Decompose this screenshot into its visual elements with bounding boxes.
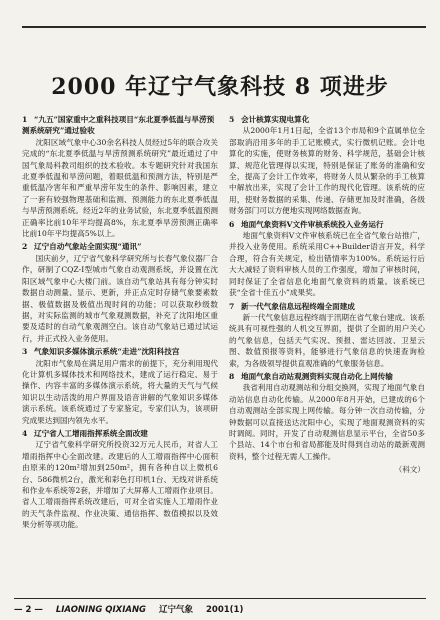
section-number: 2 (22, 242, 28, 252)
journal-name-en: LIAONING QIXIANG (55, 605, 147, 615)
top-rule (22, 26, 426, 28)
section-heading-text: 会计核算实现电算化 (241, 115, 310, 124)
section-heading-text: “九五”国家重中之重科技项目“东北夏季低温与旱涝预测系统研究”通过验收 (22, 115, 215, 136)
page-footer (14, 603, 426, 615)
section-heading (229, 114, 425, 125)
issue-number: 2001(1) (206, 605, 244, 615)
section-number: 6 (229, 219, 235, 229)
article-title: 2000 年辽宁气象科技 8 项进步 (51, 74, 389, 100)
left-column (22, 112, 218, 531)
paragraph: 新一代气象信息远程终端于汛期在省气象台建成。该系统具有可视性强的人机交互界面，提供了全面的用户关心的气象信息，包括天气实况、预报、雷达回波、卫星云图、数值预报等资料，能够进行气象信息的快速查询检索，为各级领导提供直观准确的气象服务信息。 (229, 312, 425, 368)
section-heading-text: 新一代气象信息远程终端全面建成 (241, 301, 355, 311)
paragraph: 沈阳市气象局在满足用户需求的前提下，充分利用现代化计算机多媒体技术和网络技术，建成了运行稳定、易于操作、内容丰富的多媒体演示系统，将大量的天气与气候知识以生动活泼的用户界面及语音讲解的气象知识多媒体演示系统。该系统通过了专家鉴定，专家们认为，该项研究成果达到国内领先水平。 (22, 358, 218, 425)
paragraph: 沈阳区域气象中心30余名科技人员经过5年的联合攻关完成的“东北夏季低温与旱涝预测系统研究”最近通过了中国气象局科教司组织的技术验收。本专题研究针对我国东北夏季低温和旱涝问题，着眼低温和预测方法，特别是严重低温冷害年和严重旱涝年发生的条件、影响因素，建立了一套有较强物理基础和监测、预测能力的东北夏季低温与旱涝预测系统。经近2年的业务试验，东北夏季低温预测正确率比前10年平均提高8%，东北夏季旱涝预测正确率比前10年平均提高5%以上。 (22, 137, 218, 239)
author-signature: （科文） (394, 465, 425, 475)
paragraph: 国庆前夕，辽宁省气象科学研究所与长春气象仪器厂合作，研制了CQZ-I型城市气象自动观测系统，并设置在沈阳区域气象中心大楼门前。该自动气象站具有每分钟实时数据自动测量、显示、更新，并正点定时存储气象要素数据、极值数据及极值出现时间的功能；可以获取秒级数据，对实际监测的城市气象观测数据，补充了沈阳地区重要及适时的自动气象观测空白。该自动气象站已通过试运行，并正式投入业务使用。 (22, 253, 218, 343)
section-number: 1 (22, 115, 28, 124)
section-heading-text: 地面气象资料V文件审核系统投入业务运行 (241, 219, 384, 229)
section-heading-text: 气象知识多媒体演示系统“走进”沈阳科技宫 (34, 347, 180, 357)
right-column (229, 112, 425, 476)
section-number: 7 (229, 301, 235, 311)
section-heading (22, 428, 218, 439)
paragraph: 辽宁省气象科学研究所投资32万元人民币，对省人工增雨指挥中心全面改建。改建后的人工增雨指挥中心面积由原来的120m²增加到250m²，拥有各种自以上微机6台、586微机2台，激光和彩色打印机1台、无线对讲系统和作业车系统等2套，并增加了大屏幕人工增雨作业项目。省人工增雨指挥系统改建后，可对全省实施人工增雨作业的天气条件监视、作业决策、通信指挥、数值模拟以及效果分析等项功能。 (22, 440, 218, 530)
section-heading (229, 219, 425, 230)
page-number: — 2 — (14, 605, 43, 615)
section-number: 4 (22, 428, 28, 438)
section-heading (22, 241, 218, 252)
section-heading (229, 301, 425, 312)
paragraph: 从2000年1月1日起，全省13个市局和9个直属单位全部取消沿用多年的手工记账模式，实行微机记账。会计电算化的实施，使财务核算的财务、科学规范，基础会计核算、规范化管理得以实现，特别是保证了账务的准确和安全，提高了会计工作效率，将财务人员从繁杂的手工核算中解放出来，实现了会计工作的现代化管理。该系统的应用，使财务数据的采集、传递、存储更加及时准确，各级财务部门可以方便地实现网络数据查询。 (229, 126, 425, 216)
bottom-rule (14, 598, 426, 599)
section-heading (229, 371, 425, 382)
paragraph: 地面气象资料V文件审核系统已在全省气象台站推广，并投入业务使用。系统采用C++Builder语言开发，科学合理，符合有关规定，检出错情率为100%。系统运行后大大减轻了资料审核人员的工作强度，增加了审核时间，同时保证了全省信息化地面气象资料的质量。该系统已获“全省十佳五小”成果奖。 (229, 231, 425, 298)
section-number: 3 (22, 347, 28, 357)
section-heading (22, 114, 218, 137)
section-heading (22, 346, 218, 357)
section-number: 8 (229, 371, 235, 381)
section-number: 5 (229, 115, 235, 124)
section-heading-text: 辽宁自动气象站全面实现“通讯” (34, 242, 142, 252)
section-heading-text: 地面气象自动站观测资料实现自动化上网传输 (241, 371, 393, 381)
paragraph: 我省利用自动观测站和分组交换网，实现了地面气象自动站信息自动化传输。从2000年8月开始，已建成的6个自动观测站全部实现上网传输。每分钟一次自动传输，分钟数据可以直接送达沈阳中心，实现了地面观测资料的实时调阅。同时，开发了自动观测信息显示平台，全省50多个县站、14个市台和省局都能及时得到自动站的最新观测资料，整个过程无需人工操作。 (229, 383, 425, 461)
section-heading-text: 辽宁省人工增雨指挥系统全面改建 (34, 428, 148, 438)
journal-name-cn: 辽宁气象 (159, 605, 194, 615)
